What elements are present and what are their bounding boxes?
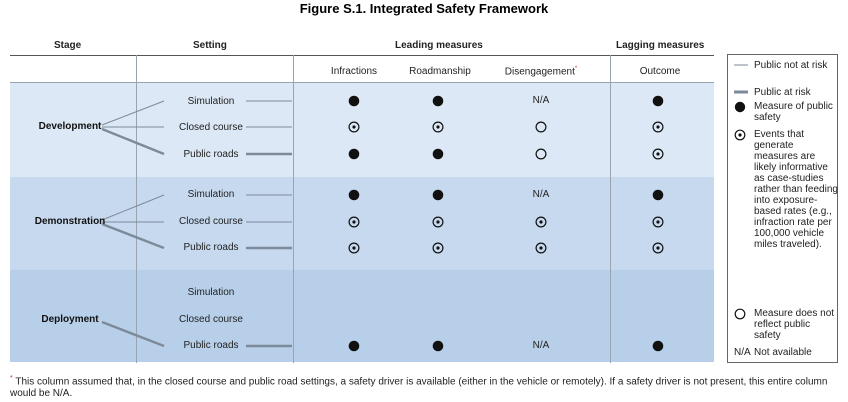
cell-filled-circle	[432, 148, 444, 160]
cell-filled-circle	[432, 340, 444, 352]
cell-dotted-circle	[348, 242, 360, 254]
cell-dotted-circle	[432, 242, 444, 254]
footnote-text: This column assumed that, in the closed course and public road settings, a safety driver is available (either in the vehicle or remotely). If a safety driver is not present, this entire column would be N/A.	[10, 376, 828, 400]
thin-line-icon	[734, 60, 748, 71]
cell-dotted-circle	[432, 121, 444, 133]
cell-dotted-circle	[652, 216, 664, 228]
cell-na: N/A	[532, 189, 550, 200]
cell-filled-circle	[432, 189, 444, 201]
filled-circle-icon	[734, 101, 748, 113]
cell-dotted-circle	[348, 216, 360, 228]
connector-line	[102, 322, 164, 346]
cell-dotted-circle	[348, 121, 360, 133]
cell-dotted-circle	[652, 148, 664, 160]
setting-label: Public roads	[183, 242, 239, 253]
cell-filled-circle	[348, 95, 360, 107]
stage-label-deployment: Deployment	[41, 314, 99, 325]
cell-dotted-circle	[432, 216, 444, 228]
stage-label-development: Development	[38, 121, 102, 132]
cell-filled-circle	[652, 95, 664, 107]
legend-label: Not available	[754, 347, 812, 358]
cell-filled-circle	[348, 340, 360, 352]
cell-empty-circle	[535, 148, 547, 160]
cell-dotted-circle	[535, 216, 547, 228]
header-outcome: Outcome	[639, 66, 681, 77]
legend-label: Measure of public safety	[754, 101, 833, 123]
cell-na: N/A	[532, 95, 550, 106]
setting-label: Simulation	[187, 287, 235, 298]
setting-label: Public roads	[183, 149, 239, 160]
legend-label: Public at risk	[754, 87, 811, 98]
setting-label: Closed course	[179, 314, 243, 325]
cell-filled-circle	[348, 189, 360, 201]
thick-line-icon	[734, 87, 748, 98]
cell-filled-circle	[652, 189, 664, 201]
dotted-circle-icon	[734, 129, 748, 141]
cell-dotted-circle	[535, 242, 547, 254]
header-roadmanship: Roadmanship	[409, 66, 471, 77]
header-disengagement-label: Disengagement	[504, 66, 575, 78]
cell-na: N/A	[532, 340, 550, 351]
connector-line	[102, 129, 164, 154]
header-leading-measures: Leading measures	[395, 40, 483, 51]
setting-label: Closed course	[179, 216, 243, 227]
cell-empty-circle	[535, 121, 547, 133]
setting-label: Public roads	[183, 340, 239, 351]
legend-label: Events that generate measures are likely informative as case-studies rather than feeding into exposure-based rates (e.g., infraction rate per 100,000 vehicle miles traveled).	[754, 129, 838, 250]
cell-filled-circle	[348, 148, 360, 160]
figure-title: Figure S.1. Integrated Safety Framework	[299, 1, 549, 16]
header-lagging-measures: Lagging measures	[616, 40, 705, 51]
legend-label: Public not at risk	[754, 60, 828, 71]
footnote	[10, 373, 840, 400]
cell-dotted-circle	[652, 121, 664, 133]
disengagement-footnote-mark: *	[574, 66, 578, 72]
legend-box	[727, 54, 838, 363]
setting-label: Simulation	[187, 189, 235, 200]
setting-label: Simulation	[187, 96, 235, 107]
header-stage: Stage	[54, 40, 82, 51]
cell-filled-circle	[432, 95, 444, 107]
header-infractions: Infractions	[330, 66, 378, 77]
legend-label: Measure does not reflect public safety	[754, 308, 835, 341]
stage-label-demonstration: Demonstration	[34, 216, 106, 227]
connector-line	[102, 224, 164, 248]
empty-circle-icon	[734, 308, 748, 320]
na-symbol: N/A	[734, 347, 751, 358]
footnote-mark: *	[10, 375, 13, 382]
cell-dotted-circle	[652, 242, 664, 254]
header-setting: Setting	[193, 40, 227, 51]
cell-filled-circle	[652, 340, 664, 352]
setting-label: Closed course	[179, 122, 243, 133]
